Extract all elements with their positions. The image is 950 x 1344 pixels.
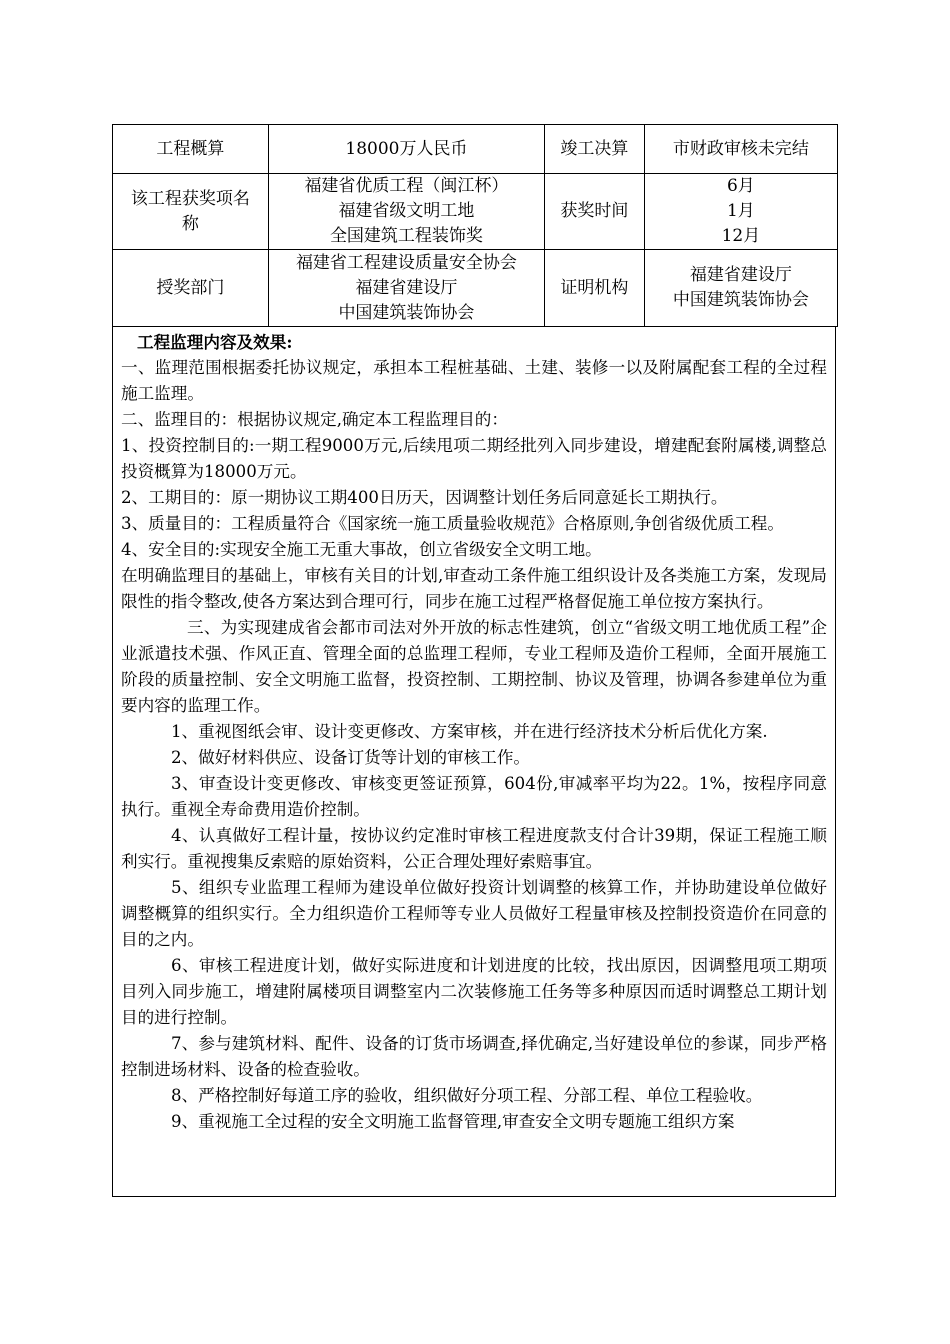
certifier-list	[644, 250, 837, 327]
paragraph: 1、投资控制目的:一期工程9000万元,后续甩项二期经批列入同步建设，增建配套附属楼,调整总投资概算为18000万元。	[121, 436, 827, 481]
content-heading: 工程监理内容及效果:	[137, 332, 293, 352]
award-times	[644, 174, 837, 250]
paragraph: 2、工期目的：原一期协议工期400日历天，因调整计划任务后同意延长工期执行。	[121, 488, 728, 507]
final-account-value: 市财政审核未完结	[644, 125, 837, 174]
project-info-table	[112, 124, 838, 327]
awards-label-text: 该工程获奖项名称	[130, 188, 250, 234]
awards-label	[113, 174, 269, 250]
dept-item: 中国建筑装饰协会	[338, 302, 475, 323]
paragraph: 2、做好材料供应、设备订货等计划的审核工作。	[171, 748, 531, 767]
table-row	[113, 250, 838, 327]
paragraph: 在明确监理目的基础上，审核有关目的计划,审查动工条件施工组织设计及各类施工方案，发现局限性的指令整改,使各方案达到合理可行，同步在施工过程严格督促施工单位按方案执行。	[121, 566, 827, 611]
paragraph: 8、严格控制好每道工序的验收，组织做好分项工程、分部工程、单位工程验收。	[171, 1086, 763, 1105]
paragraph: 一、监理范围根据委托协议规定，承担本工程桩基础、土建、装修一以及附属配套工程的全过程施工监理。	[121, 358, 827, 403]
award-item: 福建省优质工程（闽江杯）	[304, 176, 509, 196]
award-time-item: 12月	[721, 226, 761, 246]
certifier-item: 福建省建设厅	[689, 265, 792, 285]
dept-item: 福建省工程建设质量安全协会	[295, 252, 517, 273]
final-account-label: 竣工决算	[545, 125, 645, 174]
certifier-label: 证明机构	[545, 250, 645, 327]
table-row	[113, 125, 838, 174]
paragraph: 3、审查设计变更修改、审核变更签证预算，604份,审减率平均为22。1%，按程序同意执行。重视全寿命费用造价控制。	[121, 774, 827, 819]
document-page	[112, 124, 838, 1197]
award-time-label: 获奖时间	[545, 174, 645, 250]
paragraph: 二、监理目的：根据协议规定,确定本工程监理目的：	[121, 410, 508, 429]
awards-list	[268, 174, 544, 250]
paragraph: 7、参与建筑材料、配件、设备的订货市场调查,择优确定,当好建设单位的参谋，同步严格控制进场材料、设备的检查验收。	[121, 1034, 827, 1079]
supervision-content-box	[112, 327, 836, 1197]
certifier-item: 中国建筑装饰协会	[672, 290, 809, 310]
paragraph: 5、组织专业监理工程师为建设单位做好投资计划调整的核算工作，并协助建设单位做好调整概算的组织实行。全力组织造价工程师等专业人员做好工程量审核及控制投资造价在同意的目的之内。	[121, 878, 827, 949]
awarding-dept-list	[268, 250, 544, 327]
paragraph: 4、安全目的:实现安全施工无重大事故，创立省级安全文明工地。	[121, 540, 602, 559]
paragraph: 6、审核工程进度计划，做好实际进度和计划进度的比较，找出原因，因调整甩项工期项目列入同步施工，增建附属楼项目调整室内二次装修施工任务等多种原因而适时调整总工期计划目的进行控制。	[121, 956, 827, 1027]
paragraph: 1、重视图纸会审、设计变更修改、方案审核，并在进行经济技术分析后优化方案.	[171, 722, 768, 741]
awarding-dept-label: 授奖部门	[113, 250, 269, 327]
paragraph: 三、为实现建成省会都市司法对外开放的标志性建筑，创立“省级文明工地优质工程”企业派遣技术强、作风正直、管理全面的总监理工程师，专业工程师及造价工程师，全面开展施工阶段的质量控制、安全文明施工监督，投资控制、工期控制、协议及管理，协调各参建单位为重要内容的监理工作。	[121, 618, 827, 715]
paragraph: 4、认真做好工程计量，按协议约定准时审核工程进度款支付合计39期，保证工程施工顺利实行。重视搜集反索赔的原始资料，公正合理处理好索赔事宜。	[121, 826, 827, 871]
award-item: 全国建筑工程装饰奖	[329, 226, 483, 246]
award-time-item: 6月	[726, 176, 755, 196]
paragraph: 9、重视施工全过程的安全文明施工监督管理,审查安全文明专题施工组织方案	[171, 1112, 735, 1131]
table-row	[113, 174, 838, 250]
award-time-item: 1月	[726, 201, 755, 221]
dept-item: 福建省建设厅	[355, 277, 458, 298]
paragraph: 3、质量目的：工程质量符合《国家统一施工质量验收规范》合格原则,争创省级优质工程。	[121, 514, 784, 533]
budget-label: 工程概算	[113, 125, 269, 174]
award-item: 福建省级文明工地	[338, 201, 475, 221]
budget-value: 18000万人民币	[268, 125, 544, 174]
